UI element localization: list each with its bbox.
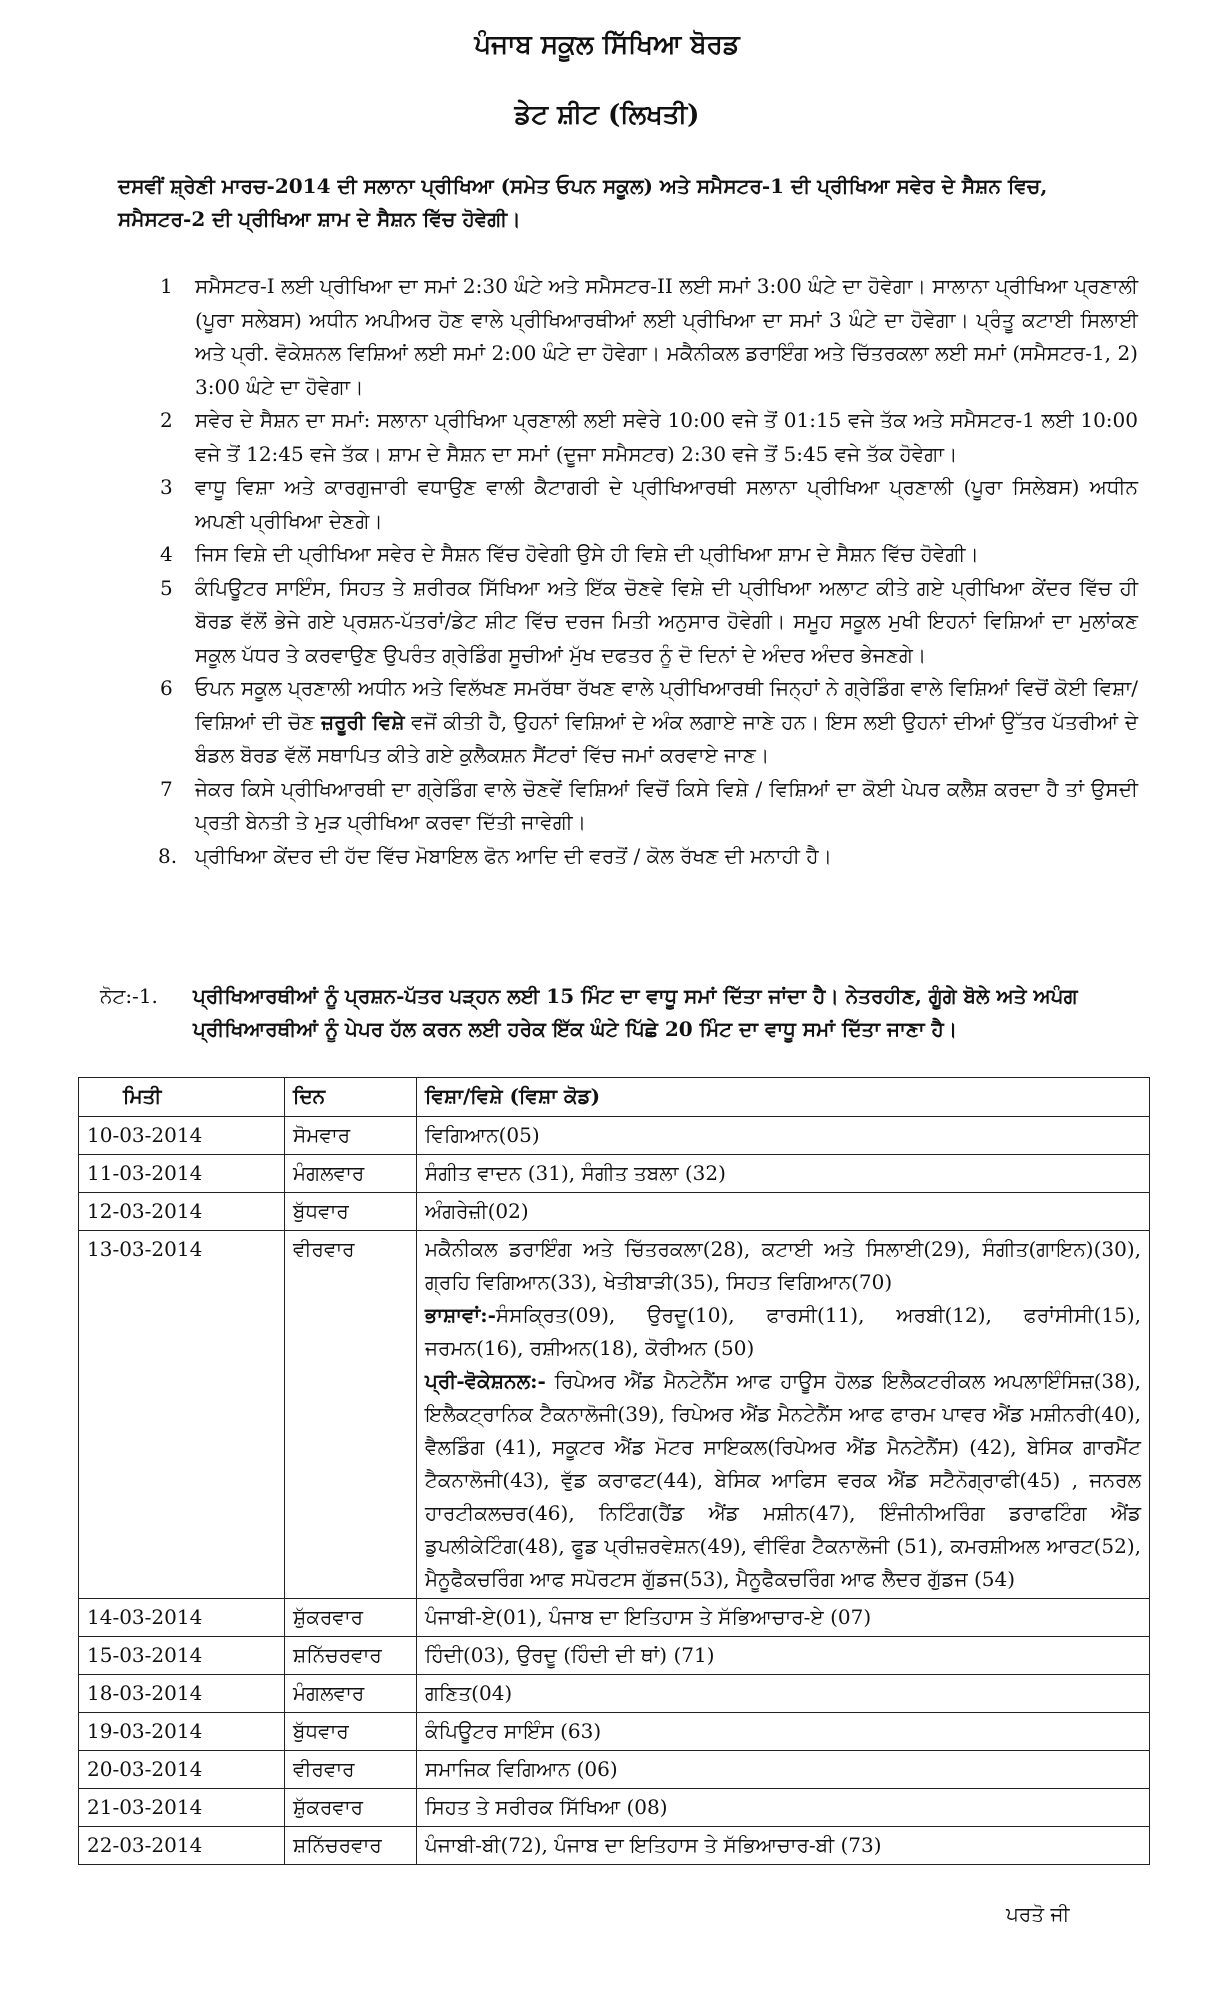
instruction-text: ਕੰਪਿਊਟਰ ਸਾਇੰਸ, ਸਿਹਤ ਤੇ ਸ਼ਰੀਰਕ ਸਿੱਖਿਆ ਅਤੇ ਇੱਕ ਚੋਣਵੇ ਵਿਸ਼ੇ ਦੀ ਪ੍ਰੀਖਿਆ ਅਲਾਟ ਕੀਤੇ ਗਏ ਪ੍ਰੀਖਿਆ ਕੇਂਦਰ ਵਿੱਚ ਹੀ ਬੋਰਡ ਵੱਲੋਂ ਭੇਜੇ ਗਏ ਪ੍ਰਸ਼ਨ-ਪੱਤਰਾਂ/ਡੇਟ ਸ਼ੀਟ ਵਿੱਚ ਦਰਜ ਮਿਤੀ ਅਨੁਸਾਰ ਹੋਵੇਗੀ। ਸਮੂਹ ਸਕੂਲ ਮੁਖੀ ਇਹਨਾਂ ਵਿਸ਼ਿਆਂ ਦਾ ਮੁਲਾਂਕਣ ਸਕੂਲ ਪੱਧਰ ਤੇ ਕਰਵਾਉਣ ਉਪਰੰਤ ਗ੍ਰੇਡਿੰਗ ਸੂਚੀਆਂ ਮੁੱਖ ਦਫਤਰ ਨੂੰ ਦੋ ਦਿਨਾਂ ਦੇ ਅੰਦਰ ਅੰਦਰ ਭੇਜਣਗੇ।: [195, 575, 1138, 667]
table-row: [79, 1675, 1150, 1713]
cell-subjects: [417, 1231, 1150, 1599]
table-row: [79, 1231, 1150, 1599]
table-row: [79, 1637, 1150, 1675]
table-row: [79, 1599, 1150, 1637]
cell-day: ਸੋਮਵਾਰ: [285, 1117, 417, 1155]
cell-subjects: ਵਿਗਿਆਨ(05): [417, 1117, 1150, 1155]
cell-date: 10-03-2014: [79, 1117, 285, 1155]
cell-day: ਸ਼ਨਿੱਚਰਵਾਰ: [285, 1827, 417, 1865]
instruction-number: 8.: [158, 843, 178, 868]
instruction-item: [150, 572, 1138, 673]
prevocational-subjects: [425, 1365, 1141, 1596]
cell-date: 15-03-2014: [79, 1637, 285, 1675]
cell-day: ਸ਼ਨਿੱਚਰਵਾਰ: [285, 1637, 417, 1675]
table-row: [79, 1789, 1150, 1827]
cell-date: 12-03-2014: [79, 1193, 285, 1231]
cell-date: 14-03-2014: [79, 1599, 285, 1637]
instruction-number: 2: [160, 408, 173, 432]
cell-day: ਮੰਗਲਵਾਰ: [285, 1675, 417, 1713]
cell-day: ਬੁੱਧਵਾਰ: [285, 1713, 417, 1751]
instruction-number: 4: [160, 542, 173, 566]
instruction-item: [150, 672, 1138, 773]
cell-date: 19-03-2014: [79, 1713, 285, 1751]
instructions-list: [150, 270, 1138, 873]
note-text: ਪ੍ਰੀਖਿਆਰਥੀਆਂ ਨੂੰ ਪ੍ਰਸ਼ਨ-ਪੱਤਰ ਪੜ੍ਹਨ ਲਈ 15 ਮਿੰਟ ਦਾ ਵਾਧੂ ਸਮਾਂ ਦਿੱਤਾ ਜਾਂਦਾ ਹੈ। ਨੇਤਰਹੀਣ, ਗੂੰਗੇ ਬੋਲੇ ਅਤੇ ਅਪੰਗ ਪ੍ਰੀਖਿਆਰਥੀਆਂ ਨੂੰ ਪੇਪਰ ਹੱਲ ਕਰਨ ਲਈ ਹਰੇਕ ਇੱਕ ਘੰਟੇ ਪਿੱਛੇ 20 ਮਿੰਟ ਦਾ ਵਾਧੂ ਸਮਾਂ ਦਿੱਤਾ ਜਾਣਾ ਹੈ।: [193, 984, 1078, 1041]
cell-day: ਬੁੱਧਵਾਰ: [285, 1193, 417, 1231]
cell-date: 13-03-2014: [79, 1231, 285, 1599]
cell-subjects: ਕੰਪਿਊਟਰ ਸਾਇੰਸ (63): [417, 1713, 1150, 1751]
cell-subjects: ਸਿਹਤ ਤੇ ਸਰੀਰਕ ਸਿੱਖਿਆ (08): [417, 1789, 1150, 1827]
cell-subjects: ਹਿੰਦੀ(03), ਉਰਦੂ (ਹਿੰਦੀ ਦੀ ਥਾਂ) (71): [417, 1637, 1150, 1675]
table-row: [79, 1193, 1150, 1231]
compulsory-subject-emphasis: ਜ਼ਰੂਰੀ ਵਿਸ਼ੇ: [321, 709, 405, 734]
instruction-item: [150, 404, 1138, 471]
instruction-text: ਸਮੈਸਟਰ-I ਲਈ ਪ੍ਰੀਖਿਆ ਦਾ ਸਮਾਂ 2:30 ਘੰਟੇ ਅਤੇ ਸਮੈਸਟਰ-II ਲਈ ਸਮਾਂ 3:00 ਘੰਟੇ ਦਾ ਹੋਵੇਗਾ। ਸਾਲਾਨਾ ਪ੍ਰੀਖਿਆ ਪ੍ਰਣਾਲੀ (ਪੂਰਾ ਸਲੇਬਸ) ਅਧੀਨ ਅਪੀਅਰ ਹੋਣ ਵਾਲੇ ਪ੍ਰੀਖਿਆਰਥੀਆਂ ਲਈ ਪ੍ਰੀਖਿਆ ਦਾ ਸਮਾਂ 3 ਘੰਟੇ ਦਾ ਹੋਵੇਗਾ। ਪ੍ਰੰਤੂ ਕਟਾਈ ਸਿਲਾਈ ਅਤੇ ਪ੍ਰੀ. ਵੋਕੇਸ਼ਨਲ ਵਿਸ਼ਿਆਂ ਲਈ ਸਮਾਂ 2:00 ਘੰਟੇ ਦਾ ਹੋਵੇਗਾ। ਮਕੈਨੀਕਲ ਡਰਾਇੰਗ ਅਤੇ ਚਿੱਤਰਕਲਾ ਲਈ ਸਮਾਂ (ਸਮੈਸਟਰ-1, 2) 3:00 ਘੰਟੇ ਦਾ ਹੋਵੇਗਾ।: [195, 274, 1138, 399]
languages-list: ਸੰਸਕ੍ਰਿਤ(09), ਉਰਦੂ(10), ਫਾਰਸੀ(11), ਅਰਬੀ(12), ਫਰਾਂਸੀਸੀ(15), ਜਰਮਨ(16), ਰਸ਼ੀਅਨ(18), ਕੋਰੀਅਨ (50): [425, 1303, 1141, 1360]
instruction-text: ਸਵੇਰ ਦੇ ਸੈਸ਼ਨ ਦਾ ਸਮਾਂ: ਸਲਾਨਾ ਪ੍ਰੀਖਿਆ ਪ੍ਰਣਾਲੀ ਲਈ ਸਵੇਰੇ 10:00 ਵਜੇ ਤੋਂ 01:15 ਵਜੇ ਤੱਕ ਅਤੇ ਸਮੈਸਟਰ-1 ਲਈ 10:00 ਵਜੇ ਤੋਂ 12:45 ਵਜੇ ਤੱਕ। ਸ਼ਾਮ ਦੇ ਸੈਸ਼ਨ ਦਾ ਸਮਾਂ (ਦੂਜਾ ਸਮੈਸਟਰ) 2:30 ਵਜੇ ਤੋਂ 5:45 ਵਜੇ ਤੱਕ ਹੋਵੇਗਾ।: [195, 408, 1138, 466]
exam-schedule-table: [78, 1077, 1150, 1865]
instruction-text-part: ਵਜੋਂ ਕੀਤੀ ਹੈ, ਉਹਨਾਂ ਵਿਸ਼ਿਆਂ ਦੇ ਅੰਕ ਲਗਾਏ ਜਾਣੇ ਹਨ। ਇਸ ਲਈ ਉਹਨਾਂ ਦੀਆਂ ਉੱਤਰ ਪੱਤਰੀਆਂ ਦੇ ਬੰਡਲ ਬੋਰਡ ਵੱਲੋਂ ਸਥਾਪਿਤ ਕੀਤੇ ਗਏ ਕੁਲੈਕਸ਼ਨ ਸੈਂਟਰਾਂ ਵਿੱਚ ਜਮਾਂ ਕਰਵਾਏ ਜਾਣ।: [195, 709, 1138, 767]
cell-day: ਸ਼ੁੱਕਰਵਾਰ: [285, 1789, 417, 1827]
instruction-number: 5: [160, 575, 173, 600]
cell-day: ਸ਼ੁੱਕਰਵਾਰ: [285, 1599, 417, 1637]
instruction-number: 3: [160, 475, 173, 499]
instruction-text: ਪ੍ਰੀਖਿਆ ਕੇਂਦਰ ਦੀ ਹੱਦ ਵਿੱਚ ਮੋਬਾਇਲ ਫੋਨ ਆਦਿ ਦੀ ਵਰਤੋਂ / ਕੋਲ ਰੱਖਣ ਦੀ ਮਨਾਹੀ ਹੈ।: [195, 843, 832, 868]
table-row: [79, 1155, 1150, 1193]
instruction-item: [150, 773, 1138, 840]
instruction-text: ਜਿਸ ਵਿਸ਼ੇ ਦੀ ਪ੍ਰੀਖਿਆ ਸਵੇਰ ਦੇ ਸੈਸ਼ਨ ਵਿੱਚ ਹੋਵੇਗੀ ਉਸੇ ਹੀ ਵਿਸ਼ੇ ਦੀ ਪ੍ਰੀਖਿਆ ਸ਼ਾਮ ਦੇ ਸੈਸ਼ਨ ਵਿੱਚ ਹੋਵੇਗੀ।: [195, 542, 979, 566]
cell-date: 22-03-2014: [79, 1827, 285, 1865]
cell-subjects: ਸੰਗੀਤ ਵਾਦਨ (31), ਸੰਗੀਤ ਤਬਲਾ (32): [417, 1155, 1150, 1193]
table-row: [79, 1751, 1150, 1789]
table-row: [79, 1713, 1150, 1751]
instruction-text: [195, 676, 1138, 767]
column-header-day: ਦਿਨ: [285, 1078, 417, 1117]
cell-date: 20-03-2014: [79, 1751, 285, 1789]
cell-subjects: ਪੰਜਾਬੀ-ਬੀ(72), ਪੰਜਾਬ ਦਾ ਇਤਿਹਾਸ ਤੇ ਸੱਭਿਆਚਾਰ-ਬੀ (73): [417, 1827, 1150, 1865]
instruction-number: 1: [160, 274, 173, 298]
table-row: [79, 1117, 1150, 1155]
instruction-item: [150, 471, 1138, 538]
board-title: ਪੰਜਾਬ ਸਕੂਲ ਸਿੱਖਿਆ ਬੋਰਡ: [474, 30, 740, 60]
intro-paragraph: ਦਸਵੀਂ ਸ਼੍ਰੇਣੀ ਮਾਰਚ-2014 ਦੀ ਸਲਾਨਾ ਪ੍ਰੀਖਿਆ (ਸਮੇਤ ਓਪਨ ਸਕੂਲ) ਅਤੇ ਸਮੈਸਟਰ-1 ਦੀ ਪ੍ਰੀਖਿਆ ਸਵੇਰ ਦੇ ਸੈਸ਼ਨ ਵਿਚ, ਸਮੈਸਟਰ-2 ਦੀ ਪ੍ਰੀਖਿਆ ਸ਼ਾਮ ਦੇ ਸੈਸ਼ਨ ਵਿੱਚ ਹੋਵੇਗੀ।: [118, 174, 1048, 231]
table-row: [79, 1827, 1150, 1865]
column-header-subjects: ਵਿਸ਼ਾ/ਵਿਸ਼ੇ (ਵਿਸ਼ਾ ਕੋਡ): [417, 1078, 1150, 1117]
instruction-text-part: ਓਪਨ ਸਕੂਲ ਪ੍ਰਣਾਲੀ ਅਧੀਨ ਅਤੇ ਵਿਲੱਖਣ ਸਮਰੱਥਾ ਰੱਖਣ ਵਾਲੇ ਪ੍ਰੀਖਿਆਰਥੀ ਜਿਨ੍ਹਾਂ ਨੇ ਗ੍ਰੇਡਿੰਗ ਵਾਲੇ ਵਿਸ਼ਿਆਂ ਵਿਚੋਂ ਕੋਈ ਵਿਸ਼ਾ/ਵਿਸ਼ਿਆਂ ਦੀ ਚੋਣ: [195, 676, 1139, 734]
cell-date: 18-03-2014: [79, 1675, 285, 1713]
cell-subjects: ਗਣਿਤ(04): [417, 1675, 1150, 1713]
note-block: [100, 980, 1140, 1046]
instruction-item: [150, 538, 1138, 572]
instruction-text: ਜੇਕਰ ਕਿਸੇ ਪ੍ਰੀਖਿਆਰਥੀ ਦਾ ਗ੍ਰੇਡਿੰਗ ਵਾਲੇ ਚੋਣਵੇਂ ਵਿਸ਼ਿਆਂ ਵਿਚੋਂ ਕਿਸੇ ਵਿਸ਼ੇ / ਵਿਸ਼ਿਆਂ ਦਾ ਕੋਈ ਪੇਪਰ ਕਲੈਸ਼ ਕਰਦਾ ਹੈ ਤਾਂ ਉਸਦੀ ਪ੍ਰਤੀ ਬੇਨਤੀ ਤੇ ਮੁੜ ਪ੍ਰੀਖਿਆ ਕਰਵਾ ਦਿੱਤੀ ਜਾਵੇਗੀ।: [195, 776, 1138, 834]
prevocational-label: ਪ੍ਰੀ-ਵੋਕੇਸ਼ਨਲ:-: [425, 1369, 546, 1393]
instruction-item: [150, 840, 1138, 874]
cell-subjects: ਸਮਾਜਿਕ ਵਿਗਿਆਨ (06): [417, 1751, 1150, 1789]
instruction-number: 7: [160, 776, 173, 801]
cell-subjects: ਅੰਗਰੇਜ਼ੀ(02): [417, 1193, 1150, 1231]
cell-date: 21-03-2014: [79, 1789, 285, 1827]
language-subjects: [425, 1299, 1141, 1365]
cell-day: ਮੰਗਲਵਾਰ: [285, 1155, 417, 1193]
instruction-text: ਵਾਧੂ ਵਿਸ਼ਾ ਅਤੇ ਕਾਰਗੁਜਾਰੀ ਵਧਾਉਣ ਵਾਲੀ ਕੈਟਾਗਰੀ ਦੇ ਪ੍ਰੀਖਿਆਰਥੀ ਸਲਾਨਾ ਪ੍ਰੀਖਿਆ ਪ੍ਰਣਾਲੀ (ਪੂਰਾ ਸਿਲੇਬਸ) ਅਧੀਨ ਅਪਣੀ ਪ੍ਰੀਖਿਆ ਦੇਣਗੇ।: [195, 475, 1138, 533]
cell-subjects: ਪੰਜਾਬੀ-ਏ(01), ਪੰਜਾਬ ਦਾ ਇਤਿਹਾਸ ਤੇ ਸੱਭਿਆਚਾਰ-ਏ (07): [417, 1599, 1150, 1637]
languages-label: ਭਾਸ਼ਾਵਾਂ:-: [425, 1303, 496, 1327]
elective-subjects: ਮਕੈਨੀਕਲ ਡਰਾਇੰਗ ਅਤੇ ਚਿੱਤਰਕਲਾ(28), ਕਟਾਈ ਅਤੇ ਸਿਲਾਈ(29), ਸੰਗੀਤ(ਗਾਇਨ)(30), ਗ੍ਰਹਿ ਵਿਗਿਆਨ(33), ਖੇਤੀਬਾੜੀ(35), ਸਿਹਤ ਵਿਗਿਆਨ(70): [425, 1237, 1141, 1294]
cell-date: 11-03-2014: [79, 1155, 285, 1193]
instruction-item: [150, 270, 1138, 404]
cell-day: ਵੀਰਵਾਰ: [285, 1231, 417, 1599]
turn-over-note: ਪਰਤੋ ਜੀ: [1006, 1902, 1070, 1926]
instruction-number: 6: [160, 676, 173, 700]
table-header-row: [79, 1078, 1150, 1117]
cell-day: ਵੀਰਵਾਰ: [285, 1751, 417, 1789]
sheet-title: ਡੇਟ ਸ਼ੀਟ (ਲਿਖਤੀ): [514, 100, 700, 130]
note-label: ਨੋਟ:-1.: [100, 984, 158, 1008]
prevocational-list: ਰਿਪੇਅਰ ਐਂਡ ਮੈਨਟੇਨੈਂਸ ਆਫ ਹਾਊਸ ਹੋਲਡ ਇਲੈਕਟਰੀਕਲ ਅਪਲਾਇੰਸਿਜ਼(38), ਇਲੈਕਟ੍ਰਾਨਿਕ ਟੈਕਨਾਲੋਜੀ(39), ਰਿਪੇਅਰ ਐਂਡ ਮੈਨਟੇਨੈਂਸ ਆਫ ਫਾਰਮ ਪਾਵਰ ਐਂਡ ਮਸ਼ੀਨਰੀ(40), ਵੈਲਡਿੰਗ (41), ਸਕੂਟਰ ਐਂਡ ਮੋਟਰ ਸਾਇਕਲ(ਰਿਪੇਅਰ ਐਂਡ ਮੈਨਟੇਨੈਂਸ) (42), ਬੇਸਿਕ ਗਾਰਮੈਂਟ ਟੈਕਨਾਲੋਜੀ(43), ਵੁੱਡ ਕਰਾਫਟ(44), ਬੇਸਿਕ ਆਫਿਸ ਵਰਕ ਐਂਡ ਸਟੈਨੋਗ੍ਰਾਫੀ(45) , ਜਨਰਲ ਹਾਰਟੀਕਲਚਰ(46), ਨਿਟਿੰਗ(ਹੈਂਡ ਐਂਡ ਮਸ਼ੀਨ(47), ਇੰਜੀਨੀਅਰਿੰਗ ਡਰਾਫਟਿੰਗ ਐਂਡ ਡੁਪਲੀਕੇਟਿੰਗ(48), ਫੂਡ ਪ੍ਰੀਜ਼ਰਵੇਸ਼ਨ(49), ਵੀਵਿੰਗ ਟੈਕਨਾਲੋਜੀ (51), ਕਮਰਸ਼ੀਅਲ ਆਰਟ(52), ਮੈਨੂਫੈਕਚਰਿੰਗ ਆਫ ਸਪੋਰਟਸ ਗੁੱਡਜ(53), ਮੈਨੂਫੈਕਚਰਿੰਗ ਆਫ ਲੈਦਰ ਗੁੱਡਜ (54): [425, 1369, 1141, 1591]
column-header-date: ਮਿਤੀ: [79, 1078, 285, 1117]
